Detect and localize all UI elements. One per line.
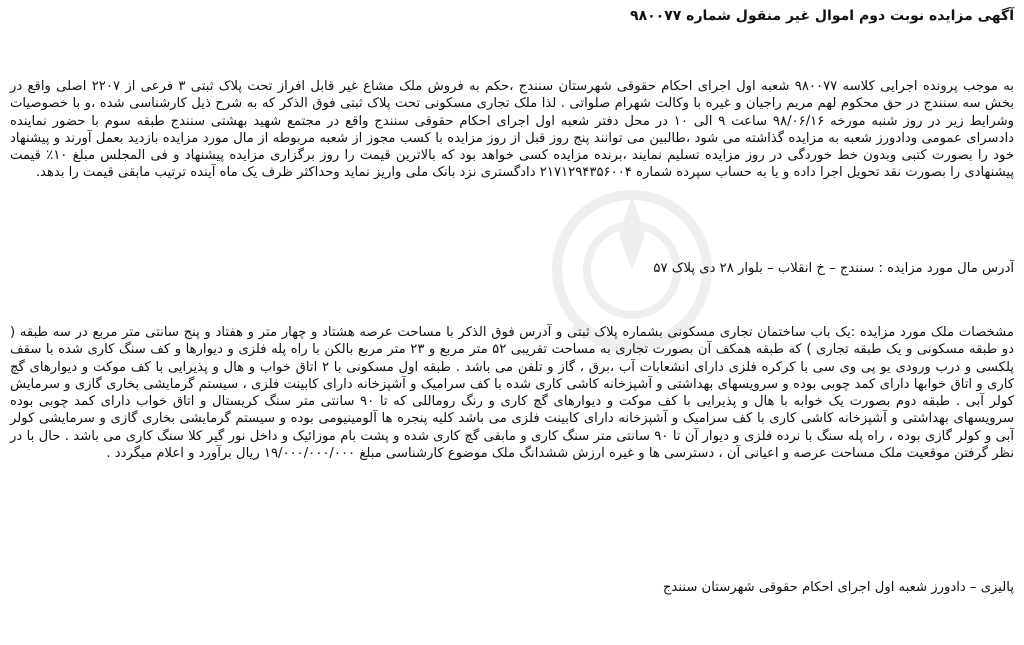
signature-line: پالیزی – دادورز شعبه اول اجرای احکام حقوقی شهرستان سنندج: [662, 580, 1014, 595]
notice-paragraph-property-specs: مشخصات ملک مورد مزایده :یک باب ساختمان تجاری مسکونی بشماره پلاک ثبتی و آدرس فوق الذکر با مساحت عرصه هشتاد و چهار متر و هفتاد و پنج سانتی متر مربع در سه طبقه ( دو طبقه مسکونی و یک طبقه تجاری ) که طبقه همکف آن بصورت تجاری به مساحت تقریبی ۵۲ متر مربع و ۲۳ متر مربع بالکن با راه پله فلزی و دیوارها و کف سنگ کاری شده با سقف پلکسی و درب ورودی یو پی وی سی با کرکره فلزی دارای انشعابات آب ،برق ، گاز و تلفن می باشد . طبقه اول مسکونی با ۲ اتاق خواب و هال و پذیرایی با کف موکت و دیوارهای گچ کاری و اتاق خوابها دارای کمد چوبی بوده و سرویسهای بهداشتی و آشپزخانه کاشی کاری شده با کف سرامیک و آشپزخانه دارای کابینت فلزی ، سیستم گرمایشی بخاری گازی و سرمایش کولر آبی . طبقه دوم بصورت یک خوابه با هال و پذیرایی با کف موکت و دیوارهای گچ کاری و رنگ روماللی که تا ۹۰ سانتی متر سنگ کریستال و اتاق خواب دارای کمد چوبی بوده سرویسهای بهداشتی و آشپزخانه کاشی کاری با کف سرامیک و آشپزخانه دارای کابینت فلزی می باشد کلیه پنجره ها آلومینیومی بوده و سیستم گرمایشی بخاری گازی و سرمایشی کولر آبی و کولر گازی بوده ، راه پله سنگ با نرده فلزی و دیوار آن تا ۹۰ سانتی متر سنگ کاری و مابقی گچ کاری شده و پشت بام موزائیک و داخل نور گیر کلا سنگ کاری می باشد . حال با در نظر گرفتن موقعیت ملک مساحت عرصه و اعیانی آن ، دسترسی ها و غیره ارزش ششدانگ ملک موضوع کارشناسی مبلغ ۱۹/۰۰۰/۰۰۰/۰۰۰ ریال برآورد و اعلام میگردد .: [10, 325, 1014, 462]
property-address: آدرس مال مورد مزایده : سنندج – خ انقلاب – بلوار ۲۸ دی پلاک ۵۷: [653, 261, 1014, 276]
notice-title: آگهی مزایده نوبت دوم اموال غیر منقول شماره ۹۸۰۰۷۷: [630, 8, 1014, 24]
notice-paragraph-auction-terms: به موجب پرونده اجرایی کلاسه ۹۸۰۰۷۷ شعبه اول اجرای احکام حقوقی شهرستان سنندج ،حکم به فروش ملک مشاع غیر قابل افراز تحت پلاک ثبتی ۳ فرعی از ۲۲۰۷ اصلی واقع در بخش سه سنندج در حق محکوم لهم مریم راجیان و غیره با وکالت شهرام صلواتی . لذا ملک تجاری مسکونی تحت پلاک ثبتی فوق الذکر که به شرح ذیل کارشناسی شده ،و با خصوصیات وشرایط زیر در روز شنبه مورخه ۹۸/۰۶/۱۶ ساعت ۹ الی ۱۰ در محل دفتر شعبه اول اجرای احکام حقوقی سنندج واقع در مجتمع شهید بهشتی سنندج طبقه سوم با حضور نماینده دادسرای عمومی ودادورز شعبه به مزایده گذاشته می شود ،طالبین می توانند پنج روز قبل از روز مزایده با کسب مجوز از شعبه مربوطه از مال مورد مزایده بازدید بعمل آورند و پیشنهاد خود را بصورت کتبی وبدون خط خوردگی در روز مزایده تسلیم نمایند ،برنده مزایده کسی خواهد بود که بالاترین قیمت را روز برگزاری مزایده پیشنهاد و فی المجلس مبلغ ۱۰٪ قیمت پیشنهادی را بصورت نقد تحویل اجرا داده و یا به حساب سپرده شماره ۲۱۷۱۲۹۴۳۵۶۰۰۴ دادگستری نزد بانک ملی واریز نماید وحداکثر ظرف یک ماه آینده ترتیب مابقی قیمت را بدهد.: [10, 79, 1015, 181]
